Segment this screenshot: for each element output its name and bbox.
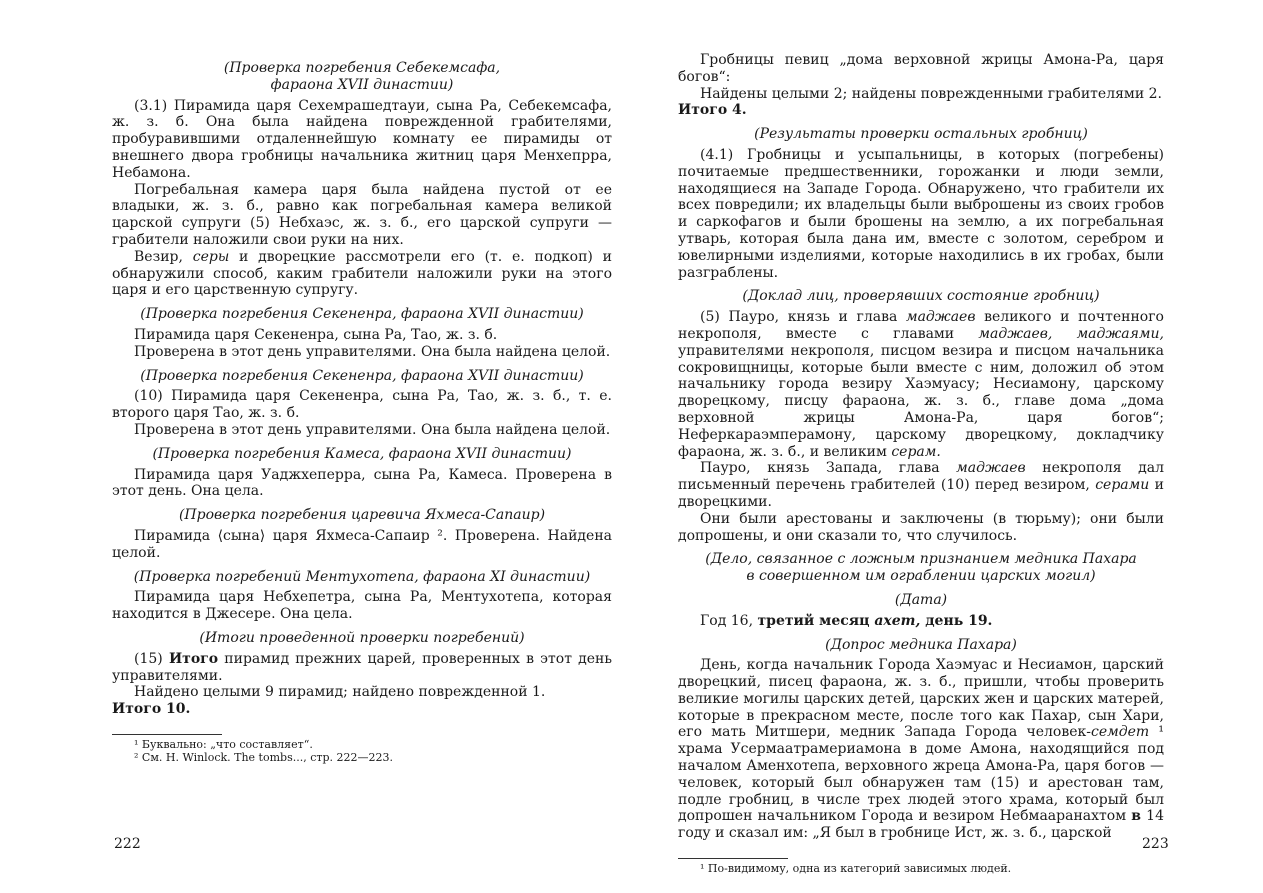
paragraph: Пирамида царя Небхепетра, сына Ра, Ментухотепа, которая находится в Джесере. Она цела.: [112, 589, 612, 623]
italic-term: семдет: [1090, 724, 1150, 741]
italic-term: серам.: [891, 443, 941, 460]
total-line: [112, 701, 612, 718]
text-run: великого и почтенного некрополя, вместе с главами: [678, 309, 1164, 342]
italic-term: ахет,: [874, 612, 921, 629]
section-heading: (Проверка погребения Секененра, фараона XVII династии): [140, 367, 584, 384]
footnote: ¹ По-видимому, одна из категорий зависимых людей.: [700, 862, 1012, 876]
paragraph: Найдены целыми 2; найдены поврежденными грабителями 2.: [700, 85, 1162, 102]
italic-term: маджаев, маджаями,: [978, 325, 1164, 342]
paragraph: Погребальная камера царя была найдена пустой от ее владыки, ж. з. б., равно как погребальная камера великой царской супруги (5) Небхаэс, ж. з. б., его царской супруги — грабители наложили свои руки на них.: [112, 181, 612, 248]
section-heading: (Проверка погребения Секененра, фараона XVII династии): [140, 306, 584, 323]
text-run: и дворецкими.: [678, 477, 1164, 510]
section-heading: (Дата): [894, 591, 948, 608]
text-run: Пауро, князь Запада, глава: [700, 460, 957, 477]
paragraph: Проверена в этот день управителями. Она была найдена целой.: [134, 343, 611, 360]
paragraph: Найдено целыми 9 пирамид; найдено поврежденной 1.: [134, 684, 546, 701]
footnote-rule: [112, 734, 222, 735]
heading-line: (Дело, связанное с ложным признанием медника Пахара: [705, 551, 1137, 568]
bold-term: третий месяц: [757, 612, 875, 629]
bold-term: день 19.: [920, 612, 993, 629]
text-run: Год 16,: [700, 612, 758, 629]
page-number: 222: [114, 836, 141, 852]
text-run: некрополя дал письменный перечень грабителей (10) перед везиром,: [678, 460, 1164, 494]
page-number: 223: [1142, 836, 1169, 852]
paragraph: [112, 249, 612, 299]
section-heading: (Доклад лиц, проверявших состояние гробниц): [742, 288, 1100, 305]
text-run: (15): [134, 650, 169, 667]
section-heading: (Проверка погребения Камеса, фараона XVII династии): [152, 445, 572, 462]
section-heading: (Итоги проведенной проверки погребений): [199, 629, 525, 646]
paragraph: (3.1) Пирамида царя Сехемрашедтауи, сына Ра, Себекемсафа, ж. з. б. Она была найдена поврежденной грабителями, пробуравившими отдаленнейшую комнату ее пирамиды от внешнего двора гробницы начальника житниц царя Менхепрра, Небамона.: [112, 97, 612, 181]
section-heading: (Проверка погребения царевича Яхмеса-Сапаир): [178, 507, 546, 524]
paragraph: Они были арестованы и заключены (в тюрьму); они были допрошены, и они сказали то, что случилось.: [678, 510, 1164, 544]
paragraph: Пирамида царя Секененра, сына Ра, Тао, ж. з. б.: [134, 326, 498, 343]
text-run: Везир,: [134, 248, 193, 265]
bold-term: Итого: [168, 650, 219, 667]
paragraph: Пирамида царя Уаджхеперра, сына Ра, Камеса. Проверена в этот день. Она цела.: [112, 466, 612, 500]
italic-term: серы: [192, 248, 230, 265]
heading-line: в совершенном им ограблении царских могил): [746, 568, 1096, 585]
paragraph: [678, 460, 1164, 510]
text-run: управителями некрополя, писцом везира и писцом начальника сокровищницы, которые были вместе с ним, доложил об этом начальнику города везиру Хаэмуасу; Несиамону, царскому дворецкому, писцу фараона, ж. з. б., главе дома „дома верховной жрицы Амона-Ра, царя богов“; Неферкараэмперамону, царскому дворецкому, докладчику фараона, ж. з. б., и великим: [678, 342, 1164, 460]
bold-term: Итого 10.: [112, 701, 191, 718]
text-run: пирамид прежних царей, проверенных в этот день управителями.: [112, 650, 612, 684]
section-heading: (Проверка погребений Ментухотепа, фараона XI династии): [133, 568, 591, 585]
text-run: ¹ храма Усермаатрамериамона в доме Амона, находящийся под началом Аменхотепа, верховного жреца Амона-Ра, царя богов — человек, который был обнаружен там (15) и арестован там, подле гробниц, в числе трех людей этого храма, который был допрошен начальником Города и везиром Небмааранахтом: [678, 724, 1164, 825]
italic-term: маджаев: [905, 309, 976, 326]
left-page: [112, 52, 612, 764]
total-line: [678, 102, 1164, 119]
paragraph: Гробницы певиц „дома верховной жрицы Амона-Ра, царя богов“:: [678, 52, 1164, 85]
paragraph: [678, 309, 1164, 460]
section-heading: [678, 551, 1164, 585]
paragraph: Пирамида ⟨сына⟩ царя Яхмеса-Сапаир ². Проверена. Найдена целой.: [112, 527, 612, 561]
text-run: 14 году и сказал им: „Я был в гробнице Ист, ж. з. б., царской: [678, 808, 1164, 842]
text-run: и дворецкие рассмотрели его (т. е. подкоп) и обнаружили способ, каким грабители наложили руки на этого царя и его царственную супругу.: [112, 248, 612, 299]
date-line: [678, 613, 1164, 630]
text-run: (5) Пауро, князь и глава: [700, 309, 906, 326]
section-heading: [112, 60, 612, 94]
paragraph: (4.1) Гробницы и усыпальницы, в которых (погребены) почитаемые предшественники, горожанки и люди земли, находящиеся на Западе Города. Обнаружено, что грабители их всех повредили; их владельцы были выброшены из своих гробов и саркофагов и были брошены на землю, а их погребальная утварь, которая была дана им, вместе с золотом, серебром и ювелирными изделиями, которые находились в их гробах, были разграблены.: [678, 146, 1164, 281]
bold-term: Итого 4.: [678, 102, 747, 119]
heading-line: (Проверка погребения Себекемсафа,: [223, 60, 501, 76]
right-page: [678, 52, 1164, 875]
heading-line: фараона XVII династии): [270, 76, 454, 93]
bold-term: [874, 613, 920, 629]
bold-term: в: [1131, 808, 1141, 825]
italic-term: серами: [1095, 477, 1150, 494]
text-run: День, когда начальник Города Хаэмуас и Несиамон, царский дворецкий, писец фараона, ж. з. б., пришли, чтобы проверить великие могилы царских детей, царских жен и царских матерей, которые в прекрасном месте, после того как Пахар, сын Хари, его мать Митшери, медник Запада Города человек-: [678, 657, 1164, 741]
footnote: ² См. H. Winlock. The tombs..., стр. 222—223.: [134, 750, 393, 764]
paragraph: (10) Пирамида царя Секененра, сына Ра, Тао, ж. з. б., т. е. второго царя Тао, ж. з. б.: [112, 388, 612, 422]
paragraph: [112, 651, 612, 685]
footnote-rule: [678, 858, 788, 859]
section-heading: (Допрос медника Пахара): [825, 636, 1017, 653]
italic-term: маджаев: [956, 460, 1026, 477]
paragraph: Проверена в этот день управителями. Она была найдена целой.: [134, 421, 611, 438]
section-heading: (Результаты проверки остальных гробниц): [754, 126, 1088, 143]
paragraph: [678, 657, 1164, 842]
footnote: ¹ Буквально: „что составляет“.: [134, 737, 313, 751]
